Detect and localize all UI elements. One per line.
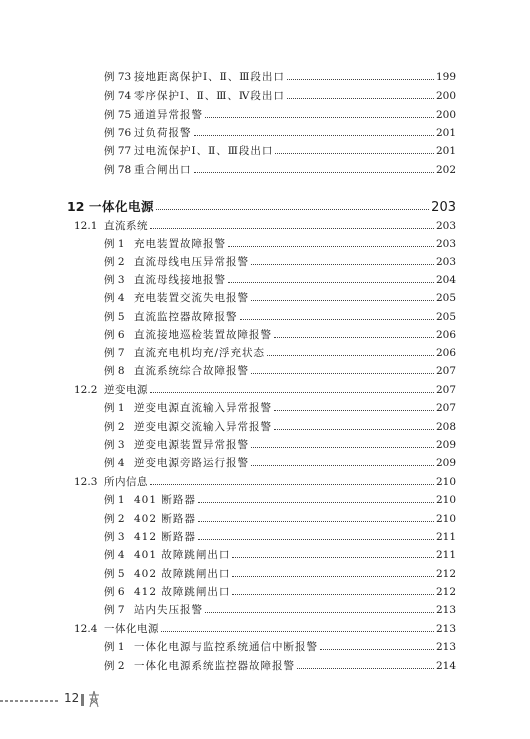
toc-page-number: 207 [435,365,456,377]
toc-page-number: 200 [435,109,456,121]
toc-page-number: 206 [435,329,456,341]
toc-entry-number: 例 3 [104,439,125,451]
toc-page-number: 203 [435,220,456,232]
toc-dot-leader [194,134,434,136]
toc-page-number: 203 [435,256,456,268]
footer-page-number: 12 [64,691,80,705]
toc-example-row[interactable] [104,255,456,269]
power-tower-icon [88,690,100,708]
toc-example-row[interactable] [104,420,456,434]
toc-dot-leader [232,593,434,595]
toc-entry-title: 直流充电机均充/浮充状态 [134,347,266,359]
footer-dashed-line [0,700,58,702]
toc-dot-leader [228,281,434,283]
toc-dot-leader [251,446,434,448]
toc-example-row[interactable] [104,640,456,654]
toc-entry-number: 例 4 [104,457,125,469]
toc-entry-number: 12.4 [74,623,98,635]
toc-entry-title: 过电流保护Ⅰ、Ⅱ、Ⅲ段出口 [134,145,274,157]
toc-section-row[interactable] [74,219,456,233]
toc-page-number: 213 [435,623,456,635]
toc-page-number: 212 [435,586,456,598]
toc-entry-number: 例 5 [104,311,125,323]
toc-entry-number: 例 6 [104,586,125,598]
toc-page-number: 199 [435,71,456,83]
toc-dot-leader [251,372,434,374]
toc-entry-number: 例 1 [104,494,125,506]
toc-entry-number: 例 1 [104,402,125,414]
toc-dot-leader [156,208,429,210]
toc-dot-leader [150,483,434,485]
toc-entry-number: 例 1 [104,641,125,653]
toc-entry-number: 12.1 [74,220,98,232]
toc-entry-number: 12.2 [74,384,98,396]
toc-entry-title: 充电装置故障报警 [134,238,226,250]
toc-example-row[interactable] [104,456,456,470]
toc-dot-leader [251,464,434,466]
toc-page-number: 210 [435,513,456,525]
toc-entry-title: 逆变电源交流输入异常报警 [134,421,272,433]
toc-entry-title: 逆变电源直流输入异常报警 [134,402,272,414]
toc-page-number: 206 [435,347,456,359]
toc-example-row[interactable] [104,328,456,342]
toc-page-number: 213 [435,604,456,616]
toc-entry-title: 401 断路器 [134,494,196,506]
toc-example-row[interactable] [104,401,456,415]
toc-section-row[interactable] [74,475,456,489]
toc-dot-leader [320,648,434,650]
toc-entry-title: 412 故障跳闸出口 [134,586,231,598]
toc-dot-leader [240,318,434,320]
toc-dot-leader [150,391,434,393]
toc-page-number: 200 [435,90,456,102]
toc-entry-title: 直流母线接地报警 [134,274,226,286]
toc-entry-number: 例 75 [104,109,132,121]
toc-example-row[interactable] [104,530,456,544]
toc-entry-title: 重合闸出口 [134,164,192,176]
toc-dot-leader [228,245,434,247]
toc-dot-leader [251,299,434,301]
toc-example-row[interactable] [104,512,456,526]
toc-entry-title: 接地距离保护Ⅰ、Ⅱ、Ⅲ段出口 [134,71,285,83]
toc-page-number: 208 [435,421,456,433]
toc-dot-leader [251,263,434,265]
toc-page-number: 209 [435,457,456,469]
toc-example-row[interactable] [104,126,456,140]
toc-page-number: 203 [431,200,456,215]
toc-page-number: 204 [435,274,456,286]
toc-dot-leader [275,152,434,154]
toc-entry-number: 12.3 [74,476,98,488]
toc-section-row[interactable] [74,383,456,397]
toc-entry-number: 例 76 [104,127,132,139]
toc-example-row[interactable] [104,310,456,324]
toc-page-number: 203 [435,238,456,250]
toc-section-row[interactable] [74,622,456,636]
toc-entry-number: 例 74 [104,90,132,102]
toc-dot-leader [297,667,434,669]
toc-page-number: 202 [435,164,456,176]
toc-dot-leader [205,116,434,118]
toc-entry-number: 例 3 [104,531,125,543]
toc-dot-leader [198,501,434,503]
toc-dot-leader [198,520,434,522]
toc-dot-leader [194,171,434,173]
toc-page-number: 201 [435,145,456,157]
toc-entry-number: 例 1 [104,238,125,250]
toc-dot-leader [287,78,434,80]
toc-dot-leader [150,227,434,229]
toc-entry-number: 例 4 [104,292,125,304]
toc-entry-title: 一体化电源 [89,199,155,214]
toc-entry-title: 直流监控器故障报警 [134,311,238,323]
toc-entry-title: 402 断路器 [134,513,196,525]
toc-entry-title: 逆变电源 [104,384,148,396]
toc-page-number: 213 [435,641,456,653]
toc-example-row[interactable] [104,273,456,287]
toc-example-row[interactable] [104,659,456,673]
toc-entry-number: 例 3 [104,274,125,286]
toc-entry-number: 例 73 [104,71,132,83]
toc-entry-title: 零序保护Ⅰ、Ⅱ、Ⅲ、Ⅳ段出口 [134,90,285,102]
toc-entry-title: 直流系统 [104,220,148,232]
toc-entry-number: 例 78 [104,164,132,176]
toc-dot-leader [205,611,434,613]
toc-example-row[interactable] [104,237,456,251]
toc-entry-title: 直流接地巡检装置故障报警 [134,329,272,341]
toc-page-number: 210 [435,494,456,506]
toc-entry-number: 例 2 [104,513,125,525]
toc-entry-number: 例 7 [104,604,125,616]
toc-entry-title: 充电装置交流失电报警 [134,292,249,304]
toc-entry-number: 例 2 [104,421,125,433]
toc-entry-number: 例 7 [104,347,125,359]
toc-entry-title: 站内失压报警 [134,604,203,616]
toc-example-row[interactable] [104,603,456,617]
toc-page-number: 209 [435,439,456,451]
toc-entry-title: 逆变电源装置异常报警 [134,439,249,451]
toc-dot-leader [274,336,434,338]
toc-dot-leader [274,409,434,411]
toc-example-row[interactable] [104,493,456,507]
toc-page-number: 205 [435,311,456,323]
toc-entry-number: 例 5 [104,568,125,580]
toc-entry-title: 通道异常报警 [134,109,203,121]
toc-dot-leader [232,556,434,558]
toc-dot-leader [198,538,434,540]
toc-example-row[interactable] [104,438,456,452]
toc-page-number: 205 [435,292,456,304]
toc-dot-leader [161,630,434,632]
toc-page-number: 207 [435,402,456,414]
toc-entry-title: 直流母线电压异常报警 [134,256,249,268]
toc-page-number: 212 [435,568,456,580]
toc-entry-number: 12 [67,199,85,214]
toc-example-row[interactable] [104,548,456,562]
toc-entry-title: 一体化电源与监控系统通信中断报警 [134,641,318,653]
toc-entry-number: 例 2 [104,256,125,268]
toc-example-row[interactable] [104,70,456,84]
toc-example-row[interactable] [104,567,456,581]
toc-page-number: 207 [435,384,456,396]
toc-entry-title: 直流系统综合故障报警 [134,365,249,377]
toc-entry-title: 一体化电源 [104,623,159,635]
toc-example-row[interactable] [104,346,456,360]
toc-page-number: 214 [435,660,456,672]
toc-entry-title: 401 故障跳闸出口 [134,549,231,561]
toc-example-row[interactable] [104,89,456,103]
toc-page-number: 211 [435,549,456,561]
toc-entry-title: 402 故障跳闸出口 [134,568,231,580]
footer-separator-bar [81,694,84,706]
toc-dot-leader [287,97,434,99]
toc-entry-title: 过负荷报警 [134,127,192,139]
toc-dot-leader [274,428,434,430]
page-footer [0,690,530,712]
toc-entry-number: 例 8 [104,365,125,377]
toc-entry-title: 412 断路器 [134,531,196,543]
toc-page-number: 211 [435,531,456,543]
toc-example-row[interactable] [104,364,456,378]
toc-example-row[interactable] [104,585,456,599]
toc-dot-leader [267,354,434,356]
toc-entry-number: 例 6 [104,329,125,341]
toc-page-number: 210 [435,476,456,488]
toc-example-row[interactable] [104,108,456,122]
toc-page-number: 201 [435,127,456,139]
toc-entry-number: 例 2 [104,660,125,672]
toc-example-row[interactable] [104,144,456,158]
toc-example-row[interactable] [104,163,456,177]
toc-entry-number: 例 4 [104,549,125,561]
toc-example-row[interactable] [104,291,456,305]
toc-dot-leader [232,575,434,577]
toc-entry-title: 一体化电源系统监控器故障报警 [134,660,295,672]
toc-entry-number: 例 77 [104,145,132,157]
toc-chapter-row[interactable] [67,199,456,215]
toc-entry-title: 所内信息 [104,476,148,488]
toc-entry-title: 逆变电源旁路运行报警 [134,457,249,469]
